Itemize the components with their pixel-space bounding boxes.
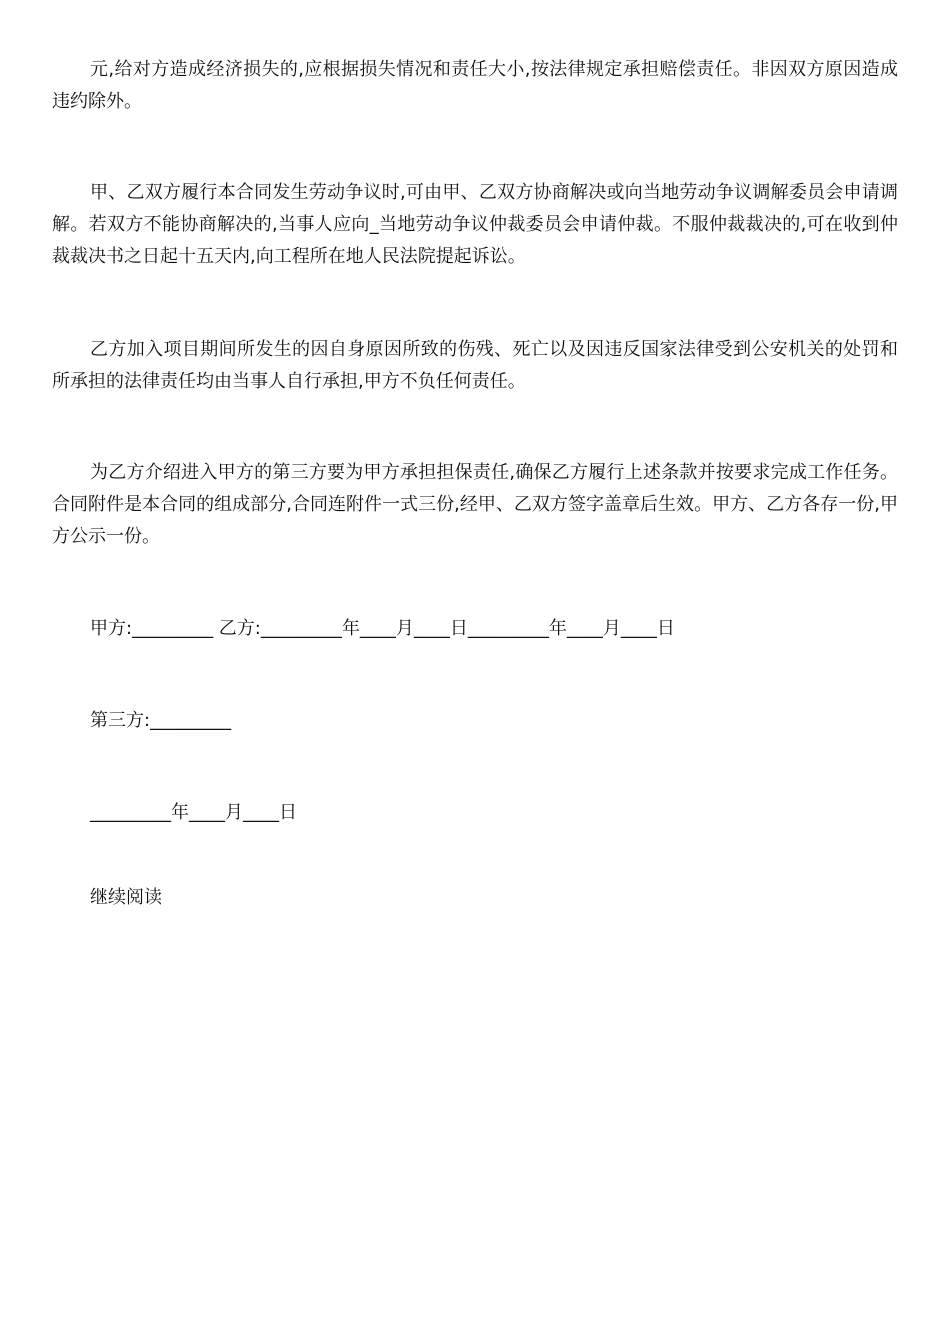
signature-date: _________年____月____日	[90, 802, 297, 823]
paragraph-liability: 乙方加入项目期间所发生的因自身原因所致的伤残、死亡以及因违反国家法律受到公安机关的处罚和所承担的法律责任均由当事人自行承担,甲方不负任何责任。	[52, 339, 898, 392]
continue-reading-link[interactable]: 继续阅读	[90, 887, 162, 908]
paragraph-labor-dispute: 甲、乙双方履行本合同发生劳动争议时,可由甲、乙双方协商解决或向当地劳动争议调解委员会申请调解。若双方不能协商解决的,当事人应向_当地劳动争议仲裁委员会申请仲裁。不服仲裁裁决的,可在收到仲裁裁决书之日起十五天内,向工程所在地人民法院提起诉讼。	[52, 182, 898, 267]
paragraph-compensation: 元,给对方造成经济损失的,应根据损失情况和责任大小,按法律规定承担赔偿责任。非因双方原因造成违约除外。	[52, 59, 898, 112]
signature-party-a-b: 甲方:_________ 乙方:_________年____月____日_________年____月____日	[90, 618, 675, 639]
signature-third-party: 第三方:_________	[90, 710, 232, 731]
paragraph-guarantee: 为乙方介绍进入甲方的第三方要为甲方承担担保责任,确保乙方履行上述条款并按要求完成工作任务。合同附件是本合同的组成部分,合同连附件一式三份,经甲、乙双方签字盖章后生效。甲方、乙方各存一份,甲方公示一份。	[52, 462, 898, 547]
